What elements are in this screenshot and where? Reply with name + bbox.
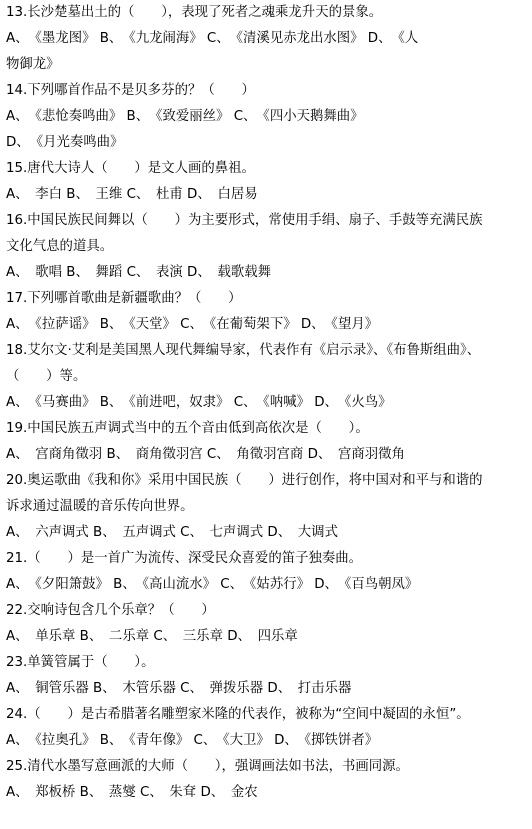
- question-20-line-2: 诉求通过温暖的音乐传向世界。: [6, 499, 194, 514]
- options-16: A、 歌唱 B、 舞蹈 C、 表演 D、 载歌载舞: [6, 265, 272, 280]
- options-25: A、 郑板桥 B、 蒸燮 C、 朱耷 D、 金农: [6, 785, 258, 800]
- options-13-line-2: 物御龙》: [6, 57, 60, 72]
- options-21: A、 《夕阳箫鼓》 B、 《高山流水》 C、 《姑苏行》 D、 《百鸟朝凤》: [6, 577, 419, 592]
- question-18-line-2: （ ）等。: [6, 369, 87, 384]
- options-15: A、 李白 B、 王维 C、 杜甫 D、 白居易: [6, 187, 258, 202]
- question-22: 22.交响诗包含几个乐章？（ ）: [6, 603, 215, 618]
- question-16-line-1: 16.中国民族民间舞以（ ）为主要形式，常使用手绢、扇子、手鼓等充满民族: [6, 213, 483, 228]
- question-14: 14.下列哪首作品不是贝多芬的？（ ）: [6, 83, 255, 98]
- question-23: 23.单簧管属于（ ）。: [6, 655, 155, 670]
- question-19: 19.中国民族五声调式当中的五个音由低到高依次是（ ）。: [6, 421, 369, 436]
- options-18: A、 《马赛曲》 B、 《前进吧，奴隶》 C、 《呐喊》 D、 《火鸟》: [6, 395, 392, 410]
- question-16-line-2: 文化气息的道具。: [6, 239, 114, 254]
- question-13: 13.长沙楚墓出土的（ ），表现了死者之魂乘龙升天的景象。: [6, 5, 383, 20]
- options-13-line-1: A、 《墨龙图》 B、 《九龙闹海》 C、 《清溪见赤龙出水图》 D、 《人: [6, 31, 419, 46]
- question-25: 25.清代水墨写意画派的大师（ ），强调画法如书法，书画同源。: [6, 759, 409, 774]
- options-17: A、 《拉萨谣》 B、 《天堂》 C、 《在葡萄架下》 D、 《望月》: [6, 317, 379, 332]
- options-24: A、 《拉奥孔》 B、 《青年像》 C、 《大卫》 D、 《掷铁饼者》: [6, 733, 379, 748]
- question-21: 21.（ ）是一首广为流传、深受民众喜爱的笛子独奏曲。: [6, 551, 363, 566]
- question-18-line-1: 18.艾尔文·艾利是美国黑人现代舞编导家，代表作有《启示录》、《布鲁斯组曲》、: [6, 343, 481, 358]
- question-24: 24.（ ）是古希腊著名雕塑家米隆的代表作，被称为“空间中凝固的永恒”。: [6, 707, 470, 722]
- options-23: A、 铜管乐器 B、 木管乐器 C、 弹拨乐器 D、 打击乐器: [6, 681, 352, 696]
- options-19: A、 宫商角徵羽 B、 商角徵羽宫 C、 角徵羽宫商 D、 宫商羽徵角: [6, 447, 405, 462]
- options-20: A、 六声调式 B、 五声调式 C、 七声调式 D、 大调式: [6, 525, 338, 540]
- question-15: 15.唐代大诗人（ ）是文人画的鼻祖。: [6, 161, 255, 176]
- options-22: A、 单乐章 B、 二乐章 C、 三乐章 D、 四乐章: [6, 629, 298, 644]
- options-14-line-2: D、 《月光奏鸣曲》: [6, 135, 124, 150]
- options-14-line-1: A、 《悲怆奏鸣曲》 B、 《致爱丽丝》 C、 《四小天鹅舞曲》: [6, 109, 364, 124]
- question-17: 17.下列哪首歌曲是新疆歌曲？（ ）: [6, 291, 242, 306]
- question-20-line-1: 20.奥运歌曲《我和你》采用中国民族（ ）进行创作，将中国对和平与和谐的: [6, 473, 483, 488]
